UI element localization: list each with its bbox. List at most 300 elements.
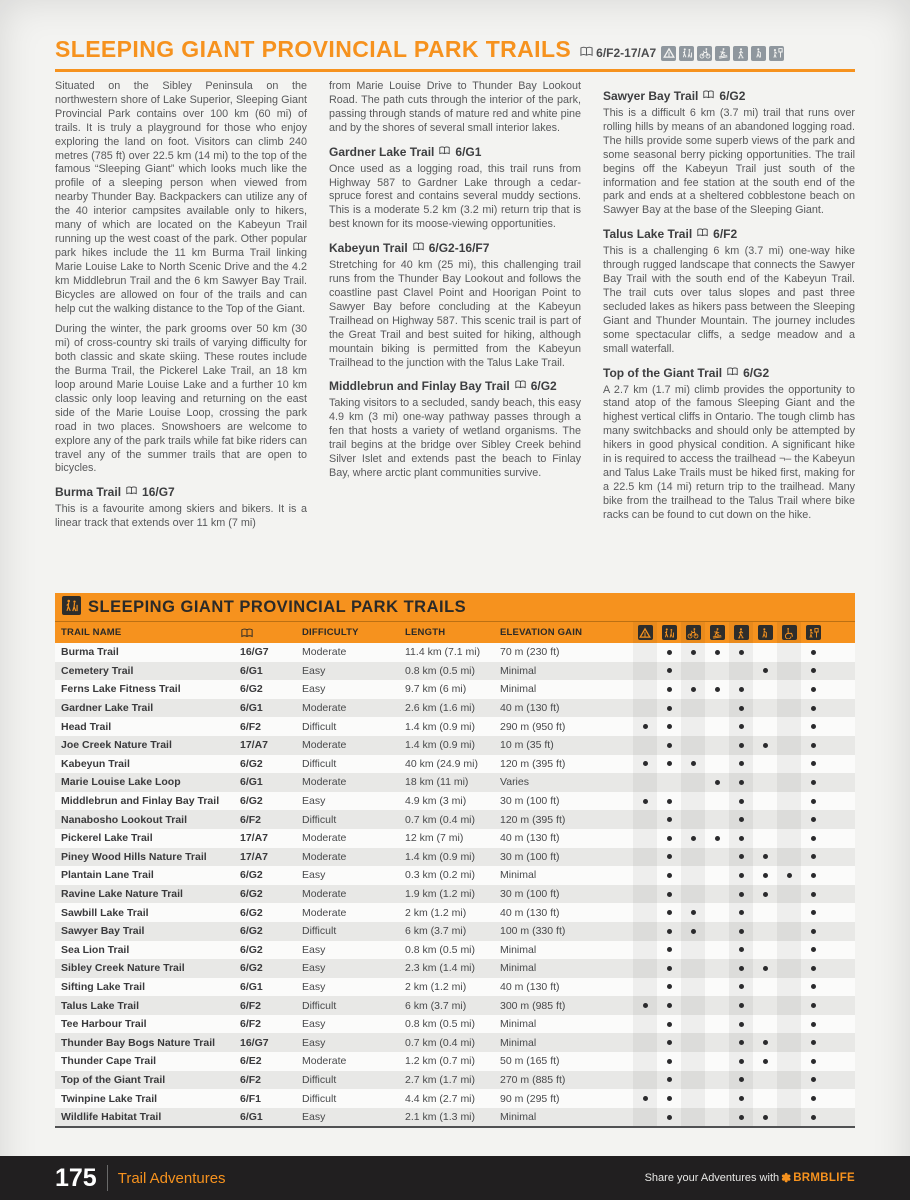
activity-cell-walking bbox=[753, 792, 777, 811]
trail-heading-name: Talus Lake Trail bbox=[603, 227, 693, 242]
elevation-cell: 40 m (130 ft) bbox=[500, 906, 560, 919]
activity-cell-biking bbox=[681, 736, 705, 755]
trail-heading-map-ref: 6/G2 bbox=[530, 379, 557, 394]
activity-dot bbox=[667, 947, 672, 952]
activity-cell-walking bbox=[753, 1089, 777, 1108]
activity-cell-hiking bbox=[657, 978, 681, 997]
activity-cell-wheelchair bbox=[777, 903, 801, 922]
table-row bbox=[55, 922, 855, 941]
activity-cell-camping bbox=[633, 643, 657, 662]
activity-dot bbox=[667, 1003, 672, 1008]
elevation-cell: 40 m (130 ft) bbox=[500, 702, 560, 715]
length-cell: 2.6 km (1.6 mi) bbox=[405, 702, 476, 715]
activity-dot bbox=[691, 761, 696, 766]
elevation-cell: Minimal bbox=[500, 1036, 537, 1049]
activity-cell-cross-country-skiing bbox=[705, 792, 729, 811]
table-row bbox=[55, 1052, 855, 1071]
activity-cell-wheelchair bbox=[777, 848, 801, 867]
length-cell: 11.4 km (7.1 mi) bbox=[405, 646, 481, 659]
activity-cell-cross-country-skiing bbox=[705, 1015, 729, 1034]
length-cell: 2 km (1.2 mi) bbox=[405, 906, 467, 919]
map-ref-cell: 6/G1 bbox=[240, 980, 263, 993]
column-header-snowshoeing bbox=[729, 622, 753, 643]
difficulty-cell: Moderate bbox=[302, 776, 347, 789]
elevation-cell: 30 m (100 ft) bbox=[500, 795, 560, 808]
activity-cell-hiking bbox=[657, 1033, 681, 1052]
trail-name-cell: Cemetery Trail bbox=[61, 664, 134, 677]
activity-cell-cross-country-skiing bbox=[705, 810, 729, 829]
activity-cell-hiking bbox=[657, 885, 681, 904]
activity-cell-wheelchair bbox=[777, 885, 801, 904]
activity-dot bbox=[739, 706, 744, 711]
difficulty-cell: Easy bbox=[302, 869, 326, 882]
difficulty-cell: Easy bbox=[302, 980, 326, 993]
activity-dot bbox=[811, 1115, 816, 1120]
activity-dot bbox=[667, 929, 672, 934]
table-row bbox=[55, 1089, 855, 1108]
activity-cell-cross-country-skiing bbox=[705, 941, 729, 960]
activity-dot bbox=[667, 687, 672, 692]
length-cell: 0.8 km (0.5 mi) bbox=[405, 943, 476, 956]
column-header-difficulty: DIFFICULTY bbox=[302, 627, 359, 638]
activity-cell-snowshoeing bbox=[729, 755, 753, 774]
activity-cell-walking bbox=[753, 1071, 777, 1090]
activity-cell-wheelchair bbox=[777, 922, 801, 941]
activity-cell-hiking bbox=[657, 866, 681, 885]
difficulty-cell: Moderate bbox=[302, 739, 347, 752]
activity-cell-biking bbox=[681, 643, 705, 662]
trail-heading-name: Top of the Giant Trail bbox=[603, 365, 723, 380]
activity-cell-cross-country-skiing bbox=[705, 680, 729, 699]
elevation-cell: Minimal bbox=[500, 943, 537, 956]
length-cell: 0.8 km (0.5 mi) bbox=[405, 664, 476, 677]
activity-cell-hiking bbox=[657, 699, 681, 718]
activity-cell-interpretive bbox=[801, 848, 825, 867]
activity-cell-cross-country-skiing bbox=[705, 717, 729, 736]
page-title: SLEEPING GIANT PROVINCIAL PARK TRAILS bbox=[55, 36, 572, 62]
activity-cell-cross-country-skiing bbox=[705, 1089, 729, 1108]
activity-dot bbox=[667, 1096, 672, 1101]
article-body bbox=[55, 80, 855, 588]
column-header-walking bbox=[753, 622, 777, 643]
table-row bbox=[55, 643, 855, 662]
activity-cell-interpretive bbox=[801, 1089, 825, 1108]
map-ref-cell: 6/F2 bbox=[240, 999, 262, 1012]
trail-name-cell: Nanabosho Lookout Trail bbox=[61, 813, 188, 826]
activity-dot bbox=[667, 854, 672, 859]
elevation-cell: Varies bbox=[500, 776, 529, 789]
map-ref-cell: 6/G1 bbox=[240, 702, 263, 715]
activity-cell-walking bbox=[753, 643, 777, 662]
activity-cell-walking bbox=[753, 903, 777, 922]
map-icon bbox=[696, 227, 709, 241]
activity-cell-hiking bbox=[657, 829, 681, 848]
activity-cell-snowshoeing bbox=[729, 1089, 753, 1108]
activity-cell-biking bbox=[681, 941, 705, 960]
article-column bbox=[55, 80, 307, 588]
activity-cell-snowshoeing bbox=[729, 717, 753, 736]
activity-dot bbox=[811, 966, 816, 971]
activity-dot bbox=[667, 668, 672, 673]
activity-cell-hiking bbox=[657, 922, 681, 941]
activity-cell-interpretive bbox=[801, 1071, 825, 1090]
activity-dot bbox=[811, 873, 816, 878]
column-header-hiking bbox=[657, 622, 681, 643]
activity-cell-wheelchair bbox=[777, 941, 801, 960]
activity-dot bbox=[739, 836, 744, 841]
elevation-cell: 90 m (295 ft) bbox=[500, 1092, 560, 1105]
activity-cell-interpretive bbox=[801, 1108, 825, 1127]
elevation-cell: 50 m (165 ft) bbox=[500, 1055, 560, 1068]
table-row bbox=[55, 662, 855, 681]
map-ref-cell: 6/G2 bbox=[240, 795, 263, 808]
trail-name-cell: Talus Lake Trail bbox=[61, 999, 140, 1012]
interpretive-icon bbox=[806, 625, 821, 640]
activity-dot bbox=[739, 910, 744, 915]
activity-dot bbox=[811, 761, 816, 766]
trail-heading-map-ref: 6/G2 bbox=[743, 365, 770, 380]
activity-cell-hiking bbox=[657, 736, 681, 755]
activity-dot bbox=[667, 1077, 672, 1082]
activity-cell-biking bbox=[681, 810, 705, 829]
wheelchair-icon bbox=[782, 625, 797, 640]
length-cell: 0.7 km (0.4 mi) bbox=[405, 1036, 476, 1049]
column-header-interpretive bbox=[801, 622, 825, 643]
map-ref-cell: 6/F2 bbox=[240, 813, 262, 826]
activity-cell-camping bbox=[633, 903, 657, 922]
trail-name-cell: Head Trail bbox=[61, 720, 112, 733]
activity-cell-wheelchair bbox=[777, 996, 801, 1015]
length-cell: 4.4 km (2.7 mi) bbox=[405, 1092, 476, 1105]
activity-cell-interpretive bbox=[801, 810, 825, 829]
activity-cell-snowshoeing bbox=[729, 773, 753, 792]
activity-cell-snowshoeing bbox=[729, 1052, 753, 1071]
trail-heading-name: Kabeyun Trail bbox=[329, 241, 408, 256]
activity-dot bbox=[667, 1022, 672, 1027]
difficulty-cell: Easy bbox=[302, 683, 326, 696]
brmb-brand-text: BRMBLIFE bbox=[793, 1172, 855, 1184]
trail-name-cell: Middlebrun and Finlay Bay Trail bbox=[61, 795, 220, 808]
activity-cell-interpretive bbox=[801, 699, 825, 718]
activity-cell-biking bbox=[681, 829, 705, 848]
activity-dot bbox=[811, 1003, 816, 1008]
activity-cell-camping bbox=[633, 829, 657, 848]
activity-cell-biking bbox=[681, 773, 705, 792]
table-row bbox=[55, 717, 855, 736]
activity-cell-camping bbox=[633, 1015, 657, 1034]
activity-cell-snowshoeing bbox=[729, 810, 753, 829]
activity-dot bbox=[667, 743, 672, 748]
article-paragraph: Stretching for 40 km (25 mi), this challenging trail runs from the Thunder Bay Lookout and follows the coastline past Clavel Point and Hoorigan Point to Sawyer Bay before concluding at the Kabeyun Trailhead on Highway 587. This scenic trail is part of the Great Trail and best suited for hiking, although mountain biking is permitted from the Kabeyun Trailhead to the junction with the Talus Lake Trail. bbox=[329, 259, 581, 369]
trail-name-cell: Sawyer Bay Trail bbox=[61, 925, 145, 938]
elevation-cell: 120 m (395 ft) bbox=[500, 813, 566, 826]
difficulty-cell: Moderate bbox=[302, 832, 347, 845]
length-cell: 2.3 km (1.4 mi) bbox=[405, 962, 476, 975]
activity-cell-cross-country-skiing bbox=[705, 1033, 729, 1052]
activity-cell-walking bbox=[753, 848, 777, 867]
activity-cell-interpretive bbox=[801, 1052, 825, 1071]
activity-cell-interpretive bbox=[801, 680, 825, 699]
activity-cell-hiking bbox=[657, 941, 681, 960]
camping-icon bbox=[661, 46, 676, 61]
activity-dot bbox=[739, 873, 744, 878]
trail-name-cell: Sibley Creek Nature Trail bbox=[61, 962, 185, 975]
activity-cell-snowshoeing bbox=[729, 1108, 753, 1127]
table-row bbox=[55, 959, 855, 978]
activity-cell-biking bbox=[681, 717, 705, 736]
activity-cell-walking bbox=[753, 810, 777, 829]
activity-dot bbox=[811, 817, 816, 822]
activity-cell-wheelchair bbox=[777, 717, 801, 736]
activity-cell-interpretive bbox=[801, 662, 825, 681]
length-cell: 6 km (3.7 mi) bbox=[405, 999, 467, 1012]
activity-cell-snowshoeing bbox=[729, 792, 753, 811]
activity-cell-snowshoeing bbox=[729, 941, 753, 960]
elevation-cell: 290 m (950 ft) bbox=[500, 720, 566, 733]
map-ref-cell: 6/E2 bbox=[240, 1055, 262, 1068]
biking-icon bbox=[697, 46, 712, 61]
trail-name-cell: Plantain Lane Trail bbox=[61, 869, 154, 882]
activity-cell-wheelchair bbox=[777, 959, 801, 978]
cross-country-skiing-icon bbox=[715, 46, 730, 61]
column-header-camping bbox=[633, 622, 657, 643]
activity-dot bbox=[739, 743, 744, 748]
table-row bbox=[55, 1071, 855, 1090]
trail-name-cell: Top of the Giant Trail bbox=[61, 1073, 166, 1086]
table-row bbox=[55, 1033, 855, 1052]
trail-heading-map-ref: 6/G2 bbox=[719, 89, 746, 103]
activity-dot bbox=[739, 947, 744, 952]
activity-cell-camping bbox=[633, 885, 657, 904]
trails-table bbox=[55, 593, 855, 1128]
activity-cell-interpretive bbox=[801, 978, 825, 997]
map-book-icon bbox=[579, 45, 594, 61]
walking-icon bbox=[751, 46, 766, 61]
activity-cell-hiking bbox=[657, 1089, 681, 1108]
activity-cell-walking bbox=[753, 680, 777, 699]
elevation-cell: 120 m (395 ft) bbox=[500, 757, 566, 770]
activity-cell-snowshoeing bbox=[729, 680, 753, 699]
activity-cell-snowshoeing bbox=[729, 922, 753, 941]
interpretive-icon bbox=[769, 46, 784, 61]
article-paragraph: This is a favourite among skiers and bikers. It is a linear track that extends over 11 km (7 mi) bbox=[55, 503, 307, 530]
activity-cell-snowshoeing bbox=[729, 736, 753, 755]
activity-cell-biking bbox=[681, 662, 705, 681]
footer-divider bbox=[107, 1165, 108, 1191]
activity-cell-cross-country-skiing bbox=[705, 959, 729, 978]
activity-cell-wheelchair bbox=[777, 680, 801, 699]
activity-cell-hiking bbox=[657, 680, 681, 699]
trail-name-cell: Twinpine Lake Trail bbox=[61, 1092, 158, 1105]
trail-heading-name: Gardner Lake Trail bbox=[329, 144, 435, 159]
activity-cell-wheelchair bbox=[777, 643, 801, 662]
trail-heading bbox=[329, 379, 581, 393]
activity-dot bbox=[763, 743, 768, 748]
activity-dot bbox=[811, 947, 816, 952]
article-paragraph: from Marie Louise Drive to Thunder Bay Lookout Road. The path cuts through the interior of the park, passing through stands of mature red and white pine and by the shores of several small interior lakes. bbox=[329, 80, 581, 134]
table-row bbox=[55, 680, 855, 699]
activity-cell-walking bbox=[753, 1108, 777, 1127]
activity-dot bbox=[667, 724, 672, 729]
elevation-cell: 30 m (100 ft) bbox=[500, 850, 560, 863]
activity-dot bbox=[811, 724, 816, 729]
activity-cell-hiking bbox=[657, 848, 681, 867]
activity-cell-biking bbox=[681, 1015, 705, 1034]
activity-cell-interpretive bbox=[801, 829, 825, 848]
activity-cell-camping bbox=[633, 1033, 657, 1052]
difficulty-cell: Difficult bbox=[302, 757, 337, 770]
trail-heading-map-ref: 6/G1 bbox=[455, 144, 482, 159]
elevation-cell: 100 m (330 ft) bbox=[500, 925, 566, 938]
activity-cell-snowshoeing bbox=[729, 885, 753, 904]
activity-cell-snowshoeing bbox=[729, 996, 753, 1015]
length-cell: 2 km (1.2 mi) bbox=[405, 980, 467, 993]
elevation-cell: Minimal bbox=[500, 664, 537, 677]
activity-dot bbox=[811, 1077, 816, 1082]
activity-dot bbox=[691, 910, 696, 915]
difficulty-cell: Easy bbox=[302, 1018, 326, 1031]
activity-dot bbox=[811, 892, 816, 897]
activity-cell-biking bbox=[681, 866, 705, 885]
length-cell: 4.9 km (3 mi) bbox=[405, 795, 467, 808]
activity-cell-biking bbox=[681, 978, 705, 997]
map-ref-cell: 6/G2 bbox=[240, 869, 263, 882]
length-cell: 18 km (11 mi) bbox=[405, 776, 469, 789]
activity-cell-cross-country-skiing bbox=[705, 699, 729, 718]
map-ref-cell: 6/G2 bbox=[240, 888, 263, 901]
activity-dot bbox=[739, 761, 744, 766]
activity-dot bbox=[739, 724, 744, 729]
article-column bbox=[329, 80, 581, 588]
activity-dot bbox=[811, 1022, 816, 1027]
activity-dot bbox=[739, 1022, 744, 1027]
column-header-cross-country-skiing bbox=[705, 622, 729, 643]
activity-cell-biking bbox=[681, 1071, 705, 1090]
map-ref-cell: 6/F2 bbox=[240, 720, 262, 733]
activity-cell-interpretive bbox=[801, 941, 825, 960]
trail-name-cell: Thunder Bay Bogs Nature Trail bbox=[61, 1036, 216, 1049]
elevation-cell: Minimal bbox=[500, 962, 537, 975]
table-row bbox=[55, 1015, 855, 1034]
activity-cell-camping bbox=[633, 773, 657, 792]
activity-cell-hiking bbox=[657, 643, 681, 662]
elevation-cell: 30 m (100 ft) bbox=[500, 888, 560, 901]
activity-dot bbox=[667, 817, 672, 822]
activity-cell-snowshoeing bbox=[729, 866, 753, 885]
activity-cell-biking bbox=[681, 885, 705, 904]
activity-dot bbox=[811, 1040, 816, 1045]
article-paragraph: During the winter, the park grooms over 50 km (30 mi) of cross-country ski trails of varying difficulty for both classic and skate skiing. These routes include the Burma Trail, the Pickerel Lake Trail, an 18 km loop around Marie Louise Lake and a further 10 km classic only loop leaving and returning on the east side of the Marie Louise Loop, crossing the park road in two places. Snowshoers are welcome to explore any of the park trails while fat bike riders can travel any of the summer trails that are open to bicycles. bbox=[55, 323, 307, 475]
activity-dot bbox=[667, 650, 672, 655]
activity-dot bbox=[739, 966, 744, 971]
activity-cell-biking bbox=[681, 755, 705, 774]
activity-dot bbox=[643, 1003, 648, 1008]
activity-dot bbox=[811, 799, 816, 804]
elevation-cell: 40 m (130 ft) bbox=[500, 832, 560, 845]
activity-cell-wheelchair bbox=[777, 1071, 801, 1090]
activity-cell-biking bbox=[681, 1108, 705, 1127]
elevation-cell: Minimal bbox=[500, 683, 537, 696]
footer-section-title: Trail Adventures bbox=[117, 1169, 226, 1187]
activity-cell-walking bbox=[753, 736, 777, 755]
map-icon bbox=[514, 379, 527, 393]
activity-cell-biking bbox=[681, 922, 705, 941]
activity-cell-cross-country-skiing bbox=[705, 643, 729, 662]
activity-cell-cross-country-skiing bbox=[705, 848, 729, 867]
trail-name-cell: Kabeyun Trail bbox=[61, 757, 130, 770]
difficulty-cell: Difficult bbox=[302, 999, 337, 1012]
activity-cell-camping bbox=[633, 959, 657, 978]
page-header bbox=[55, 38, 855, 72]
length-cell: 9.7 km (6 mi) bbox=[405, 683, 467, 696]
column-header-biking bbox=[681, 622, 705, 643]
article-paragraph: Taking visitors to a secluded, sandy beach, this easy 4.9 km (3 mi) one-way pathway passes through a fen that hosts a variety of wetland organisms. The trail begins at the bridge over Sibley Creek behind Silver Islet and extends past the beach to Finlay Bay, where arctic plant communities survive. bbox=[329, 397, 581, 479]
activity-cell-camping bbox=[633, 699, 657, 718]
activity-dot bbox=[739, 687, 744, 692]
map-ref-cell: 17/A7 bbox=[240, 739, 269, 752]
trail-name-cell: Sawbill Lake Trail bbox=[61, 906, 149, 919]
length-cell: 1.2 km (0.7 mi) bbox=[405, 1055, 476, 1068]
trail-name-cell: Piney Wood Hills Nature Trail bbox=[61, 850, 207, 863]
activity-dot bbox=[763, 668, 768, 673]
difficulty-cell: Easy bbox=[302, 962, 326, 975]
hiking-icon bbox=[62, 596, 81, 615]
biking-icon bbox=[686, 625, 701, 640]
table-row bbox=[55, 1108, 855, 1127]
cross-country-skiing-icon bbox=[710, 625, 725, 640]
activity-cell-walking bbox=[753, 662, 777, 681]
trail-heading bbox=[603, 227, 855, 241]
length-cell: 12 km (7 mi) bbox=[405, 832, 464, 845]
activity-cell-interpretive bbox=[801, 885, 825, 904]
activity-dot bbox=[739, 1115, 744, 1120]
trail-name-cell: Marie Louise Lake Loop bbox=[61, 776, 181, 789]
activity-cell-interpretive bbox=[801, 866, 825, 885]
map-ref-cell: 6/G1 bbox=[240, 664, 263, 677]
activity-cell-wheelchair bbox=[777, 792, 801, 811]
map-ref-cell: 6/F2 bbox=[240, 1018, 262, 1031]
map-book-icon bbox=[240, 627, 302, 639]
map-ref-cell: 16/G7 bbox=[240, 1036, 269, 1049]
activity-cell-snowshoeing bbox=[729, 829, 753, 848]
activity-cell-cross-country-skiing bbox=[705, 1071, 729, 1090]
difficulty-cell: Difficult bbox=[302, 813, 337, 826]
activity-cell-camping bbox=[633, 810, 657, 829]
activity-cell-snowshoeing bbox=[729, 699, 753, 718]
activity-cell-walking bbox=[753, 922, 777, 941]
trail-heading-map-ref: 6/G2-16/F7 bbox=[428, 241, 490, 256]
activity-cell-cross-country-skiing bbox=[705, 773, 729, 792]
activity-cell-hiking bbox=[657, 810, 681, 829]
activity-dot bbox=[739, 650, 744, 655]
activity-cell-walking bbox=[753, 755, 777, 774]
map-icon bbox=[438, 145, 451, 159]
map-icon bbox=[702, 89, 715, 103]
trail-name-cell: Gardner Lake Trail bbox=[61, 702, 154, 715]
table-row bbox=[55, 941, 855, 960]
article-paragraph: Once used as a logging road, this trail runs from Highway 587 to Gardner Lake through a cedar-spruce forest and contains several muddy sections. This is a moderate 5.2 km (3.2 mi) return trip that is best known for its moose-viewing opportunities. bbox=[329, 162, 581, 231]
activity-cell-wheelchair bbox=[777, 1033, 801, 1052]
activity-cell-snowshoeing bbox=[729, 662, 753, 681]
trail-name-cell: Joe Creek Nature Trail bbox=[61, 739, 172, 752]
elevation-cell: Minimal bbox=[500, 869, 537, 882]
activity-cell-biking bbox=[681, 680, 705, 699]
activity-cell-hiking bbox=[657, 903, 681, 922]
length-cell: 0.3 km (0.2 mi) bbox=[405, 869, 476, 882]
activity-cell-walking bbox=[753, 941, 777, 960]
table-row bbox=[55, 978, 855, 997]
activity-cell-interpretive bbox=[801, 959, 825, 978]
